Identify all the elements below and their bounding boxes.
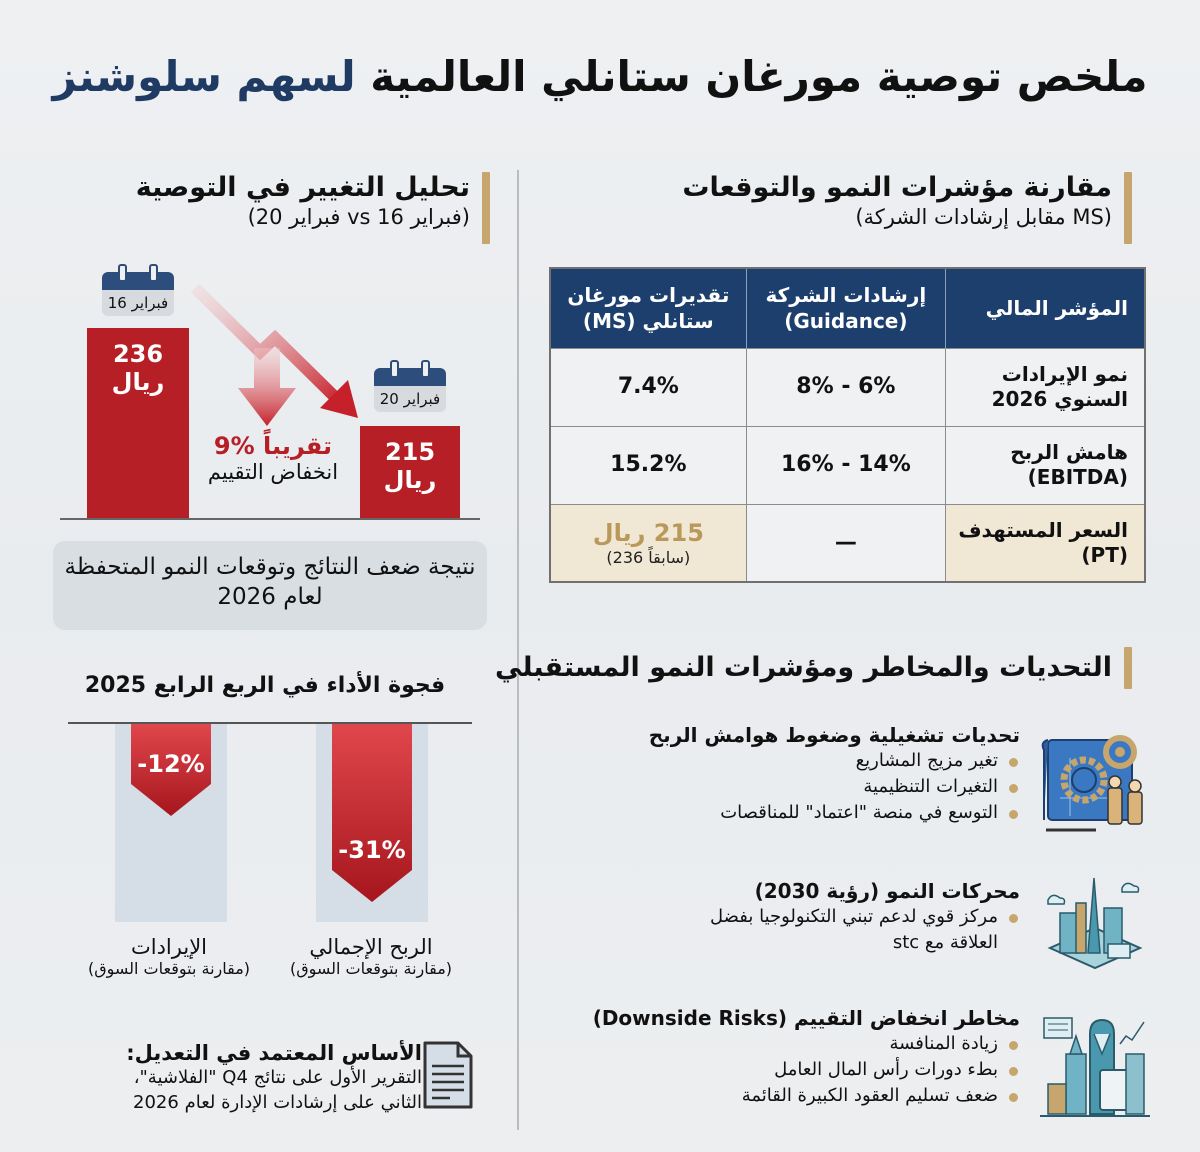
q4-gap-chart bbox=[60, 722, 480, 922]
guidance-cell: — bbox=[746, 504, 945, 582]
heading-accent-bar bbox=[1124, 647, 1132, 689]
drop-percent: 9% تقريباً bbox=[213, 432, 333, 460]
list-item: التوسع في منصة "اعتماد" للمناقصات bbox=[500, 800, 1020, 826]
list-item: تغير مزيج المشاريع bbox=[500, 748, 1020, 774]
challenge-group-operational bbox=[500, 722, 1020, 826]
revenue-label: الإيرادات (مقارنة بتوقعات السوق) bbox=[87, 935, 251, 978]
group-heading: محركات النمو (رؤية 2030) bbox=[754, 879, 1020, 903]
bar-before: 236 ريال bbox=[87, 328, 189, 520]
list-item: مركز قوي لدعم تبني التكنولوجيا بفضل العلاقة مع stc bbox=[660, 904, 1020, 956]
calendar-icon bbox=[102, 272, 174, 316]
comparison-heading bbox=[682, 172, 1132, 244]
comparison-subtitle: (MS مقابل إرشادات الشركة) bbox=[855, 205, 1112, 230]
rec-change-title: تحليل التغيير في التوصية bbox=[135, 172, 470, 203]
rec-change-heading bbox=[60, 172, 490, 244]
heading-accent-bar bbox=[1124, 172, 1132, 244]
challenges-heading bbox=[495, 647, 1132, 689]
table-header-row bbox=[550, 268, 1145, 348]
reason-callout: نتيجة ضعف النتائج وتوقعات النمو المتحفظة لعام 2026 bbox=[53, 541, 487, 630]
list-item: التغيرات التنظيمية bbox=[500, 774, 1020, 800]
group-heading: تحديات تشغيلية وضغوط هوامش الربح bbox=[648, 723, 1020, 747]
table-row-target-price bbox=[550, 504, 1145, 582]
list-item: بطء دورات رأس المال العامل bbox=[460, 1057, 1020, 1083]
chart-baseline bbox=[60, 518, 480, 520]
list-item: زيادة المنافسة bbox=[460, 1031, 1020, 1057]
date-before: فبراير 16 bbox=[102, 290, 174, 316]
basis-line-2: الثاني على إرشادات الإدارة لعام 2026 bbox=[133, 1091, 422, 1113]
rec-change-subtitle: (فبراير 16 vs فبراير 20) bbox=[247, 205, 470, 230]
table-row bbox=[550, 426, 1145, 504]
basis-note bbox=[82, 1040, 422, 1115]
comparison-table bbox=[549, 267, 1146, 583]
target-price-value: 215 ريال bbox=[592, 518, 704, 547]
metric-cell: هامش الربح (EBITDA) bbox=[946, 426, 1145, 504]
guidance-cell: 6% - 8% bbox=[746, 348, 945, 426]
ms-cell: 15.2% bbox=[550, 426, 746, 504]
page-title bbox=[0, 52, 1200, 101]
group-heading: مخاطر انخفاض التقييم (Downside Risks) bbox=[592, 1006, 1020, 1030]
heading-accent-bar bbox=[482, 172, 490, 244]
price-target-chart bbox=[60, 260, 480, 522]
basis-title: الأساس المعتمد في التعديل: bbox=[126, 1041, 422, 1065]
smart-city-icon bbox=[1040, 868, 1150, 978]
header-metric: المؤشر المالي bbox=[946, 268, 1145, 348]
challenges-title: التحديات والمخاطر ومؤشرات النمو المستقبلي bbox=[495, 652, 1112, 683]
drop-label: انخفاض التقييم bbox=[207, 460, 339, 484]
title-prefix: ملخص توصية مورغان ستانلي العالمية bbox=[355, 52, 1148, 101]
metric-cell: السعر المستهدف (PT) bbox=[946, 504, 1145, 582]
revenue-gap-value: -12% bbox=[137, 750, 205, 778]
title-accent: لسهم سلوشنز bbox=[52, 52, 356, 101]
metric-cell: نمو الإيرادات السنوي 2026 bbox=[946, 348, 1145, 426]
gross-profit-label: الربح الإجمالي (مقارنة بتوقعات السوق) bbox=[289, 935, 453, 978]
comparison-title: مقارنة مؤشرات النمو والتوقعات bbox=[682, 172, 1112, 203]
down-arrow-icon bbox=[236, 348, 298, 428]
guidance-cell: 14% - 16% bbox=[746, 426, 945, 504]
header-guidance: إرشادات الشركة (Guidance) bbox=[746, 268, 945, 348]
header-ms: تقديرات مورغان ستانلي (MS) bbox=[550, 268, 746, 348]
challenge-group-downside-risks bbox=[460, 1005, 1020, 1109]
gross-profit-gap-value: -31% bbox=[338, 836, 406, 864]
date-after: فبراير 20 bbox=[374, 386, 446, 412]
table-row bbox=[550, 348, 1145, 426]
drop-annotation bbox=[188, 432, 358, 484]
target-price-previous: (سابقاً 236) bbox=[606, 547, 691, 567]
list-item: ضعف تسليم العقود الكبيرة القائمة bbox=[460, 1083, 1020, 1109]
bar-after: 215 ريال bbox=[360, 426, 460, 520]
basis-line-1: التقرير الأول على نتائج Q4 "الفلاشية"، bbox=[133, 1067, 422, 1089]
calendar-icon bbox=[374, 368, 446, 412]
gears-blueprint-icon bbox=[1040, 728, 1150, 838]
ms-cell: 7.4% bbox=[550, 348, 746, 426]
ms-cell bbox=[550, 504, 746, 582]
q4-gap-title: فجوة الأداء في الربع الرابع 2025 bbox=[84, 673, 446, 698]
challenge-group-growth-drivers bbox=[500, 878, 1020, 956]
riyadh-skyline-icon bbox=[1040, 1014, 1150, 1120]
